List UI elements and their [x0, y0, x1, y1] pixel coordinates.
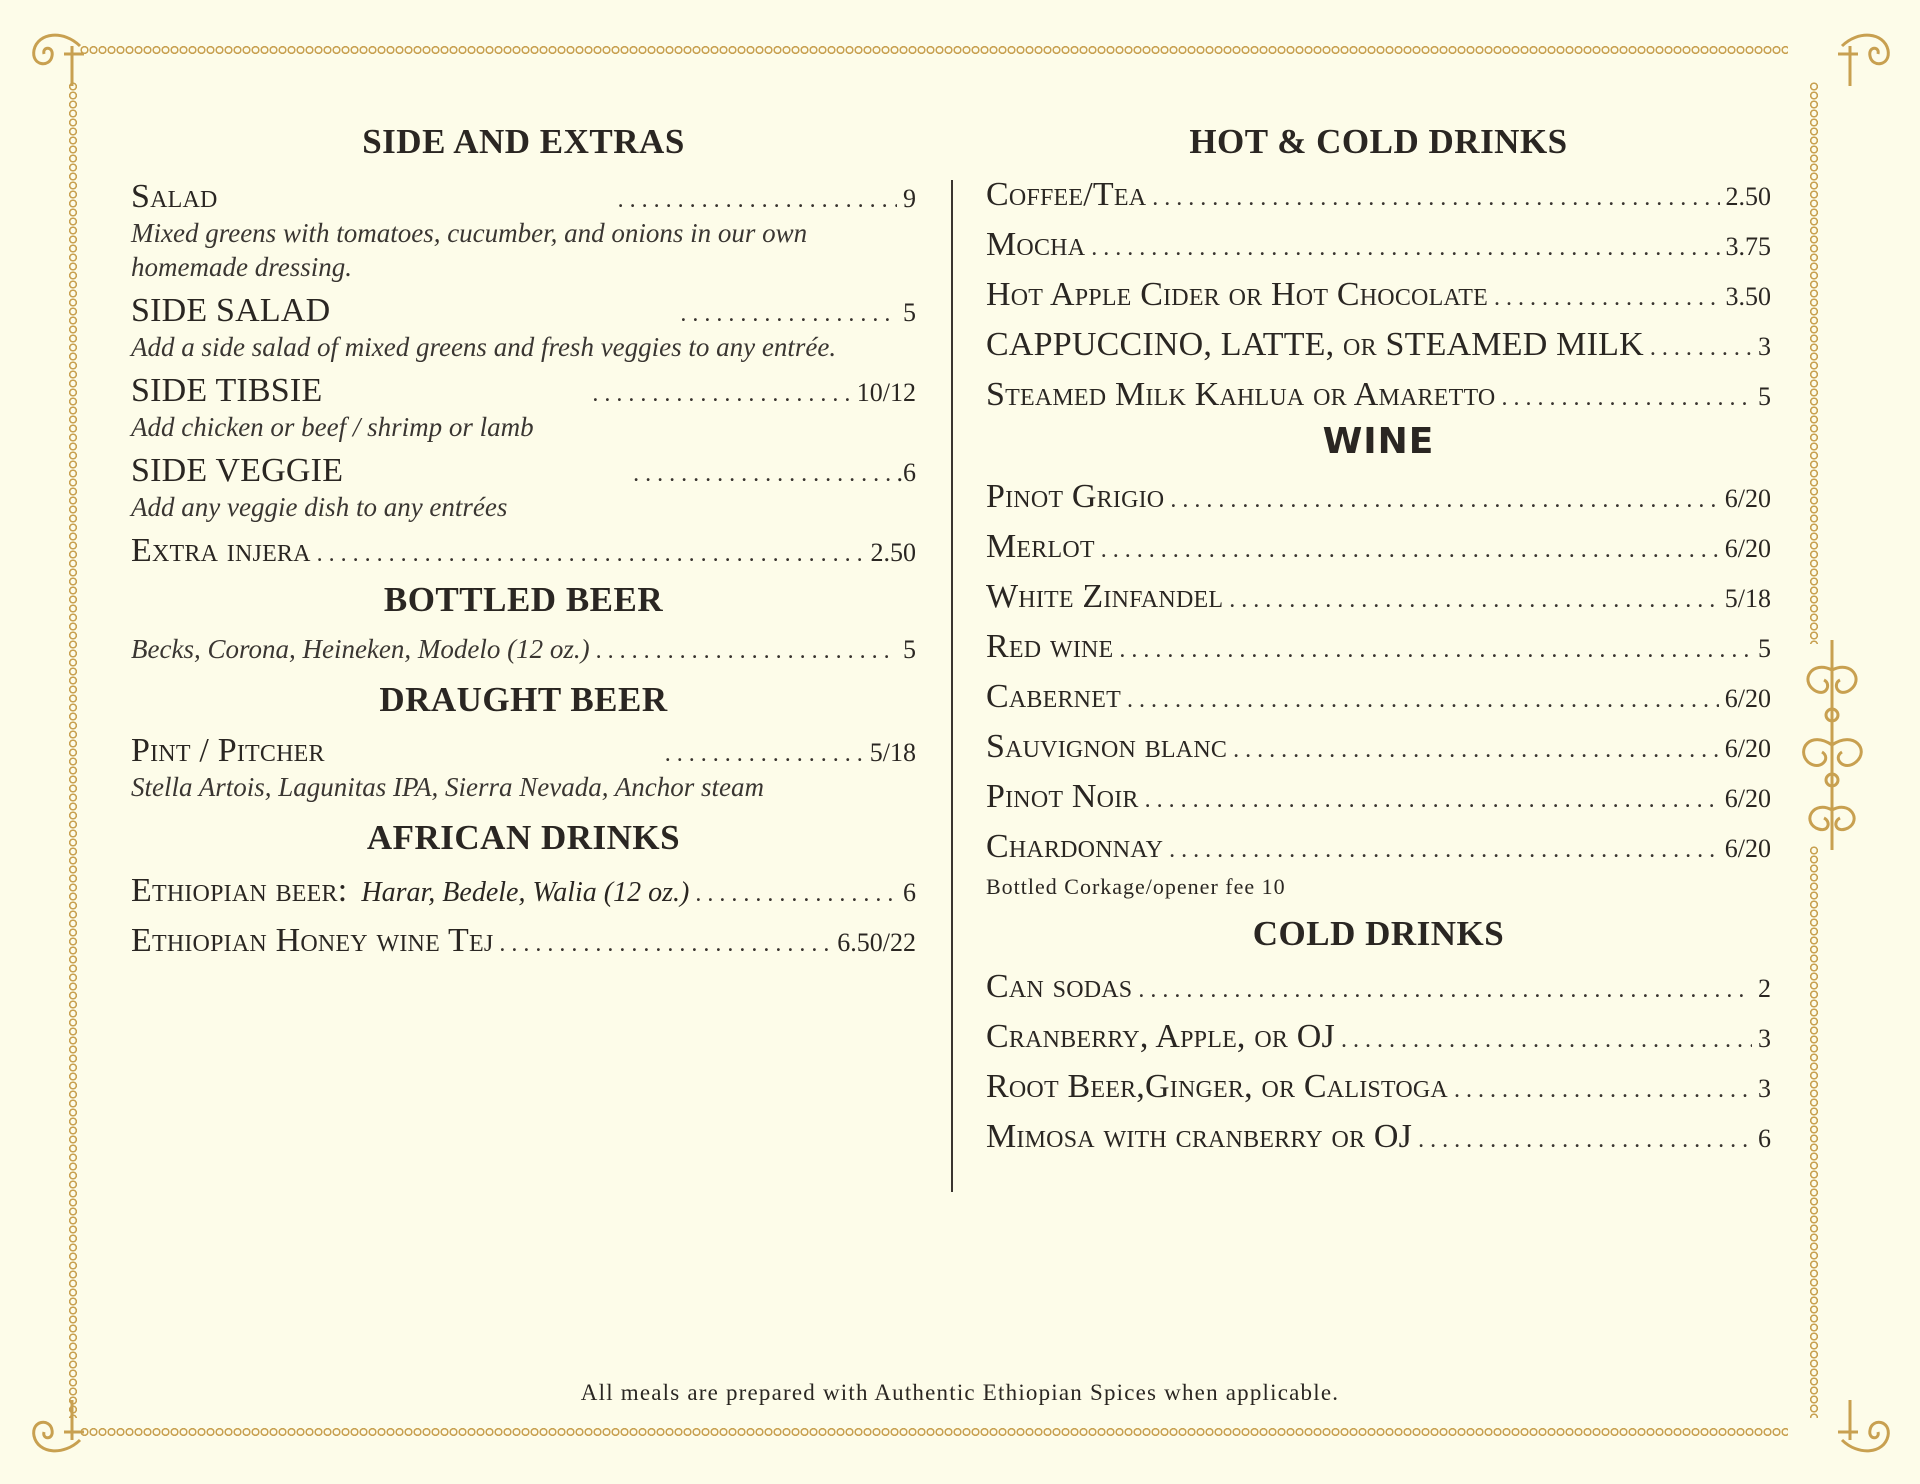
dot-leader: [317, 541, 865, 568]
item-description: Add a side salad of mixed greens and fresh veggies to any entrée.: [131, 332, 837, 362]
menu-item: [986, 1068, 1771, 1106]
dot-leader: [633, 461, 890, 488]
section-title-cold-drinks: COLD DRINKS: [1252, 914, 1505, 953]
item-name: Cabernet: [986, 678, 1121, 715]
dot-leader: [1418, 1127, 1752, 1154]
item-name: Mocha: [986, 226, 1086, 263]
item-name: Root Beer,Ginger, or Calistoga: [986, 1068, 1448, 1105]
footer-note: All meals are prepared with Authentic Ethiopian Spices when applicable.: [580, 1380, 1340, 1405]
item-name: Hot Apple Cider or Hot Chocolate: [986, 276, 1489, 313]
section-title-draught-beer: DRAUGHT BEER: [379, 680, 668, 719]
cold-drinks-list: [986, 968, 1771, 1156]
border-top: [80, 44, 1788, 56]
item-description: Add any veggie dish to any entrées: [131, 492, 508, 522]
item-price: 9: [903, 184, 916, 213]
item-price: 10/12: [856, 378, 916, 407]
item-name: White Zinfandel: [986, 578, 1224, 615]
item-price: 2.50: [1725, 182, 1771, 211]
dot-leader: [1138, 977, 1752, 1004]
menu-item: [131, 452, 916, 524]
item-price: 6/20: [1724, 484, 1771, 513]
column-divider: [951, 180, 953, 1192]
item-description: Harar, Bedele, Walia (12 oz.): [361, 877, 690, 908]
item-price: 5/18: [869, 738, 916, 767]
item-name: SIDE TIBSIE: [131, 372, 323, 409]
dot-leader: [1229, 587, 1719, 614]
menu-item: [986, 728, 1771, 766]
item-name: SIDE VEGGIE: [131, 452, 344, 489]
item-price: 6: [903, 878, 916, 907]
item-name: Sauvignon blanc: [986, 728, 1228, 765]
item-price: 5: [903, 298, 916, 327]
item-name: Pinot Grigio: [986, 478, 1165, 515]
menu-item: [986, 578, 1771, 616]
side-flourish-icon: [1792, 640, 1872, 850]
left-column: [131, 118, 916, 960]
menu-item: [131, 292, 916, 364]
item-name: Pint / Pitcher: [131, 732, 325, 769]
dot-leader: [1494, 285, 1719, 312]
section-title-hot-cold-drinks: HOT & COLD DRINKS: [1189, 122, 1568, 161]
wine-list: [986, 478, 1771, 866]
border-right-upper: [1808, 82, 1820, 644]
item-name: Pinot Noir: [986, 778, 1139, 815]
menu-item: [131, 178, 916, 284]
dot-leader: [1119, 637, 1752, 664]
item-name: Salad: [131, 178, 218, 215]
item-name: Red wine: [986, 628, 1114, 665]
menu-item: [986, 1118, 1771, 1156]
dot-leader: [1145, 787, 1719, 814]
dot-leader: [499, 931, 831, 958]
item-description: Becks, Corona, Heineken, Modelo (12 oz.): [131, 634, 590, 664]
item-price: 3: [1758, 1024, 1771, 1053]
item-name: CAPPUCCINO, LATTE, or STEAMED MILK: [986, 326, 1644, 363]
item-name: Cranberry, Apple, or OJ: [986, 1018, 1335, 1055]
border-bottom: [80, 1426, 1788, 1438]
dot-leader: [1169, 837, 1719, 864]
menu-item: [986, 778, 1771, 816]
menu-item: [986, 528, 1771, 566]
hot-cold-list: [986, 176, 1771, 414]
menu-item: [986, 828, 1771, 866]
item-name: Mimosa with cranberry or OJ: [986, 1118, 1413, 1155]
menu-item: [131, 872, 916, 910]
item-name: Can sodas: [986, 968, 1133, 1005]
menu-item: [131, 632, 916, 666]
item-price: 3: [1758, 1074, 1771, 1103]
menu-item: [986, 276, 1771, 314]
dot-leader: [1341, 1027, 1752, 1054]
section-title-side-extras: SIDE AND EXTRAS: [362, 122, 685, 161]
menu-item: [131, 372, 916, 444]
item-price: 6/20: [1724, 534, 1771, 563]
menu-item: [986, 968, 1771, 1006]
item-price: 5/18: [1724, 584, 1771, 613]
item-name: Chardonnay: [986, 828, 1164, 865]
item-price: 6/20: [1724, 834, 1771, 863]
item-price: 6/20: [1724, 684, 1771, 713]
dot-leader: [618, 187, 897, 214]
section-title-wine: WINE: [1322, 421, 1435, 462]
menu-item: [986, 226, 1771, 264]
item-name: SIDE SALAD: [131, 292, 331, 329]
item-name: Extra injera: [131, 532, 311, 569]
item-name: Steamed Milk Kahlua or Amaretto: [986, 376, 1496, 413]
menu-item: [986, 326, 1771, 364]
item-name: Ethiopian Honey wine Tej: [131, 922, 494, 959]
item-description: Add chicken or beef / shrimp or lamb: [131, 412, 534, 442]
item-price: 3.50: [1725, 282, 1771, 311]
dot-leader: [1650, 335, 1752, 362]
dot-leader: [1127, 687, 1719, 714]
menu-item: [986, 1018, 1771, 1056]
dot-leader: [695, 881, 897, 908]
dot-leader: [596, 638, 897, 665]
item-price: 5: [1758, 382, 1771, 411]
item-price: 2: [1758, 974, 1771, 1003]
item-price: 2.50: [870, 538, 916, 567]
item-price: .6: [896, 458, 916, 487]
item-price: 5: [1758, 634, 1771, 663]
item-price: 6/20: [1724, 734, 1771, 763]
menu-item: [986, 678, 1771, 716]
item-description: Stella Artois, Lagunitas IPA, Sierra Nevada, Anchor steam: [131, 772, 764, 802]
item-description: Mixed greens with tomatoes, cucumber, and onions in our own homemade dressing.: [131, 218, 808, 282]
border-right-lower: [1808, 846, 1820, 1418]
item-name: Coffee/Tea: [986, 176, 1147, 213]
border-left: [67, 82, 79, 1418]
menu-item: [131, 732, 916, 804]
dot-leader: [592, 381, 850, 408]
item-price: 6: [1758, 1124, 1771, 1153]
corner-ornament-icon: [1828, 24, 1898, 94]
dot-leader: [1101, 537, 1719, 564]
dot-leader: [1091, 235, 1719, 262]
dot-leader: [665, 741, 864, 768]
menu-item: [131, 532, 916, 570]
menu-item: [986, 376, 1771, 414]
menu-item: [986, 176, 1771, 214]
right-column: [986, 118, 1771, 1156]
dot-leader: [1233, 737, 1719, 764]
menu-item: [986, 628, 1771, 666]
item-price: 6.50/22: [837, 928, 916, 957]
dot-leader: [1454, 1077, 1752, 1104]
item-price: 5: [903, 635, 916, 664]
item-name: Merlot: [986, 528, 1095, 565]
dot-leader: [1152, 185, 1719, 212]
corner-ornament-icon: [24, 24, 94, 94]
dot-leader: [1170, 487, 1718, 514]
item-price: 3.75: [1725, 232, 1771, 261]
corkage-note: Bottled Corkage/opener fee 10: [986, 874, 1286, 899]
item-price: 3: [1758, 332, 1771, 361]
menu-item: [986, 478, 1771, 516]
item-price: 6/20: [1724, 784, 1771, 813]
section-title-african-drinks: AFRICAN DRINKS: [366, 818, 681, 857]
section-title-bottled-beer: BOTTLED BEER: [383, 580, 664, 619]
dot-leader: [1501, 385, 1752, 412]
dot-leader: [680, 301, 897, 328]
item-name: Ethiopian beer:: [131, 872, 348, 909]
menu-item: [131, 922, 916, 960]
